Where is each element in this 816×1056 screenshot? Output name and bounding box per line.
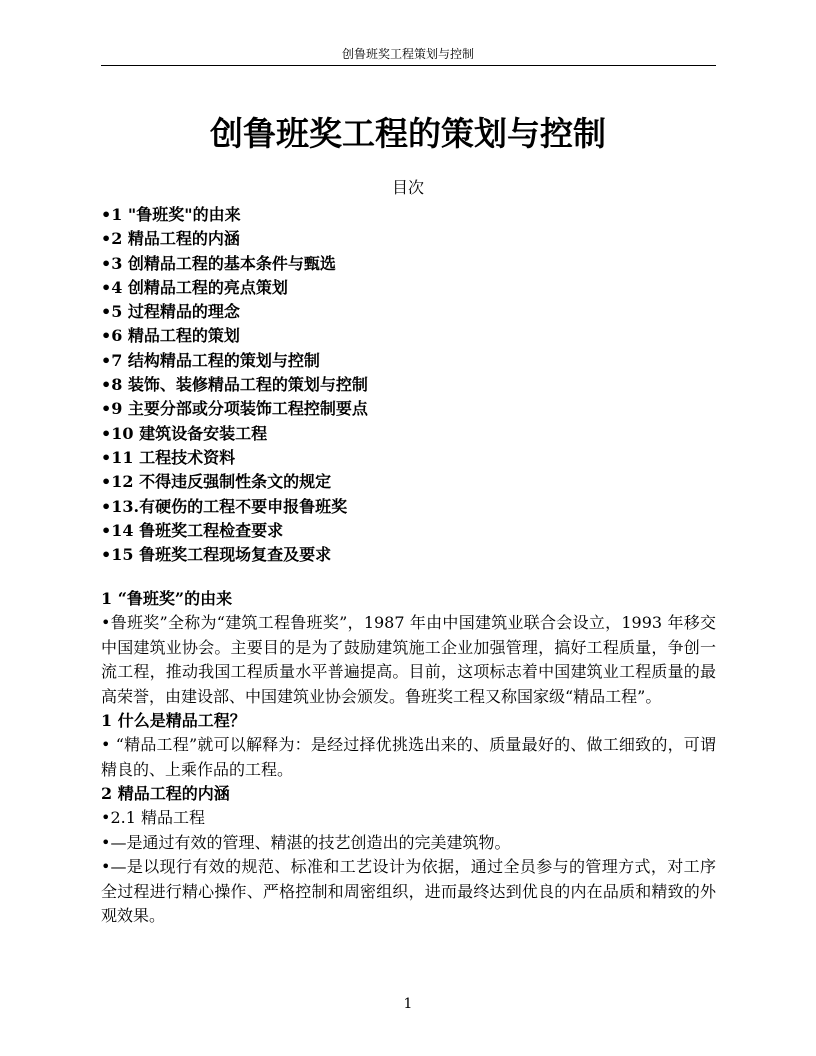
toc-item-9: •9 主要分部或分项装饰工程控制要点 bbox=[101, 399, 368, 419]
toc-item-10: •10 建筑设备安装工程 bbox=[101, 423, 268, 443]
toc-item-1: •1 "鲁班奖"的由来 bbox=[101, 205, 241, 224]
bullet-paragraph-1: •—是通过有效的管理、精湛的技艺创造出的完美建筑物。 bbox=[101, 832, 511, 852]
question-heading: 1 什么是精品工程？ bbox=[101, 711, 246, 730]
toc-item-3: •3 创精品工程的基本条件与甄选 bbox=[101, 253, 336, 273]
toc-item-2: •2 精品工程的内涵 bbox=[101, 229, 240, 249]
toc-item-5: •5 过程精品的理念 bbox=[101, 302, 240, 322]
toc-heading: 目次 bbox=[391, 178, 424, 197]
header-rule bbox=[101, 65, 716, 66]
toc-item-4: •4 创精品工程的亮点策划 bbox=[101, 277, 288, 297]
page-number: 1 bbox=[403, 996, 413, 1012]
section-1-paragraph: •鲁班奖”全称为“建筑工程鲁班奖”，1987 年由中国建筑业联合会设立，1993 年移交中国建筑业协会。主要目的是为了鼓励建筑施工企业加强管理，搞好工程质量，争创一流工程，推动我国工程质量水平普遍提高。目前，这项标志着中国建筑业工程质量的最高荣誉，由建设部、中国建筑业协会颁发。鲁班奖工程又称国家级“精品工程”。 bbox=[101, 613, 716, 706]
running-header: 创鲁班奖工程策划与控制 bbox=[341, 47, 474, 61]
toc-item-8: •8 装饰、装修精品工程的策划与控制 bbox=[101, 375, 368, 395]
toc-item-13: •13.有硬伤的工程不要申报鲁班奖 bbox=[101, 496, 348, 516]
document-body bbox=[101, 587, 716, 929]
bullet-paragraph-2: •—是以现行有效的规范、标准和工艺设计为依据，通过全员参与的管理方式，对工序全过程进行精心操作、严格控制和周密组织，进而最终达到优良的内在品质和精致的外观效果。 bbox=[101, 857, 716, 925]
section-heading-1: 1 “鲁班奖”的由来 bbox=[101, 589, 233, 608]
toc-item-7: •7 结构精品工程的策划与控制 bbox=[101, 350, 320, 370]
toc-item-12: •12 不得违反强制性条文的规定 bbox=[101, 472, 332, 492]
toc-item-6: •6 精品工程的策划 bbox=[101, 326, 240, 346]
subsection-2-1: •2.1 精品工程 bbox=[101, 808, 205, 827]
toc-item-11: •11 工程技术资料 bbox=[101, 447, 236, 467]
table-of-contents bbox=[101, 203, 716, 567]
toc-item-15: •15 鲁班奖工程现场复查及要求 bbox=[101, 545, 332, 565]
document-title: 创鲁班奖工程的策划与控制 bbox=[210, 114, 606, 153]
section-heading-2: 2 精品工程的内涵 bbox=[101, 784, 230, 803]
toc-item-14: •14 鲁班奖工程检查要求 bbox=[101, 520, 284, 540]
question-paragraph: • “精品工程”就可以解释为：是经过择优挑选出来的、质量最好的、做工细致的，可谓精良的、上乘作品的工程。 bbox=[101, 735, 716, 779]
